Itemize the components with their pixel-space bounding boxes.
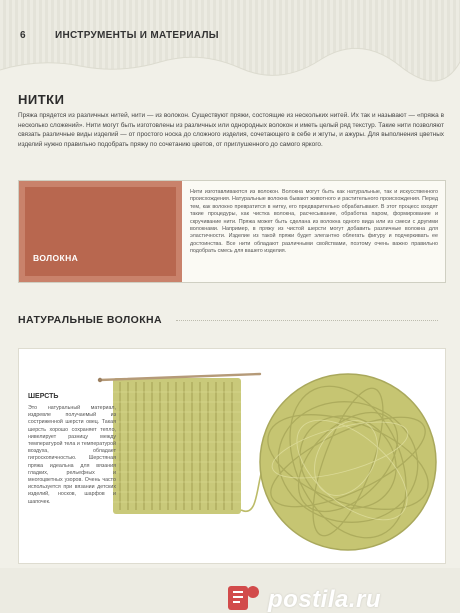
fibre-label: ВОЛОКНА <box>33 253 79 263</box>
wool-text: Это натуральный материал, издревле получаемый из состриженной шерсти овец. Такая шерсть хорошо сохраняет тепло, нивелирует разницу между температурой тела и температурой воздуха, обладает гигроскопичностью. Шерстяная пряжа идеальна для вязания гладких, рельефных и многоцветных узоров. Очень часто используется при вязании детских изделий, носков, шарфов и шапочек. <box>28 405 116 505</box>
knitted-swatch <box>113 378 241 514</box>
section-title: НИТКИ <box>18 92 65 107</box>
wool-title: ШЕРСТЬ <box>28 393 59 400</box>
postila-logo-icon <box>226 582 262 612</box>
intro-paragraph: Пряжа прядется из различных нитей, нити — из волокон. Существуют пряжи, состоящие из нескольких нитей. Их так и называют — «пряжа в несколько сложений». Нити могут быть изготовлены из различных или однородных волокон и иметь целый ряд текстур. Такие нити позволяют связать различные виды изделий — от простого носка до сложного изделия, сочетающего в себе и жгуты, и ажуры. Для выполнения цветных изделий нужно правильно подобрать пряжу по сочетанию цветов, от приглушенного до самого яркого. <box>18 112 444 148</box>
yarn-ball <box>255 368 440 557</box>
fibre-text: Нити изготавливаются из волокон. Волокна могут быть как натуральные, так и искусственного происхождения. Натуральные волокна бывают животного и растительного происхождения. Перед тем, как волокно превратится в нитку, его предварительно обрабатывают. В этот процесс входят такие процедуры, как чистка волокна, расчесывание, обработка паром, формирование и скручивание нити. Пряжа может быть сделана из волокна одного вида или из смеси с другими волокнами. Например, в пряжу из чистой шерсти могут добавить различные волокна для эластичности. Изделие из такой пряжи будет элегантно облегать фигуру и подчеркивать ее достоинства. Все нити обладают различными свойствами, поэтому очень важно правильно подобрать смесь для вашего изделия. <box>190 189 438 255</box>
page-number: 6 <box>20 30 26 41</box>
natural-fibres-title: НАТУРАЛЬНЫЕ ВОЛОКНА <box>18 314 163 326</box>
watermark-text: postila.ru <box>268 586 382 613</box>
running-title: ИНСТРУМЕНТЫ И МАТЕРИАЛЫ <box>55 30 219 41</box>
